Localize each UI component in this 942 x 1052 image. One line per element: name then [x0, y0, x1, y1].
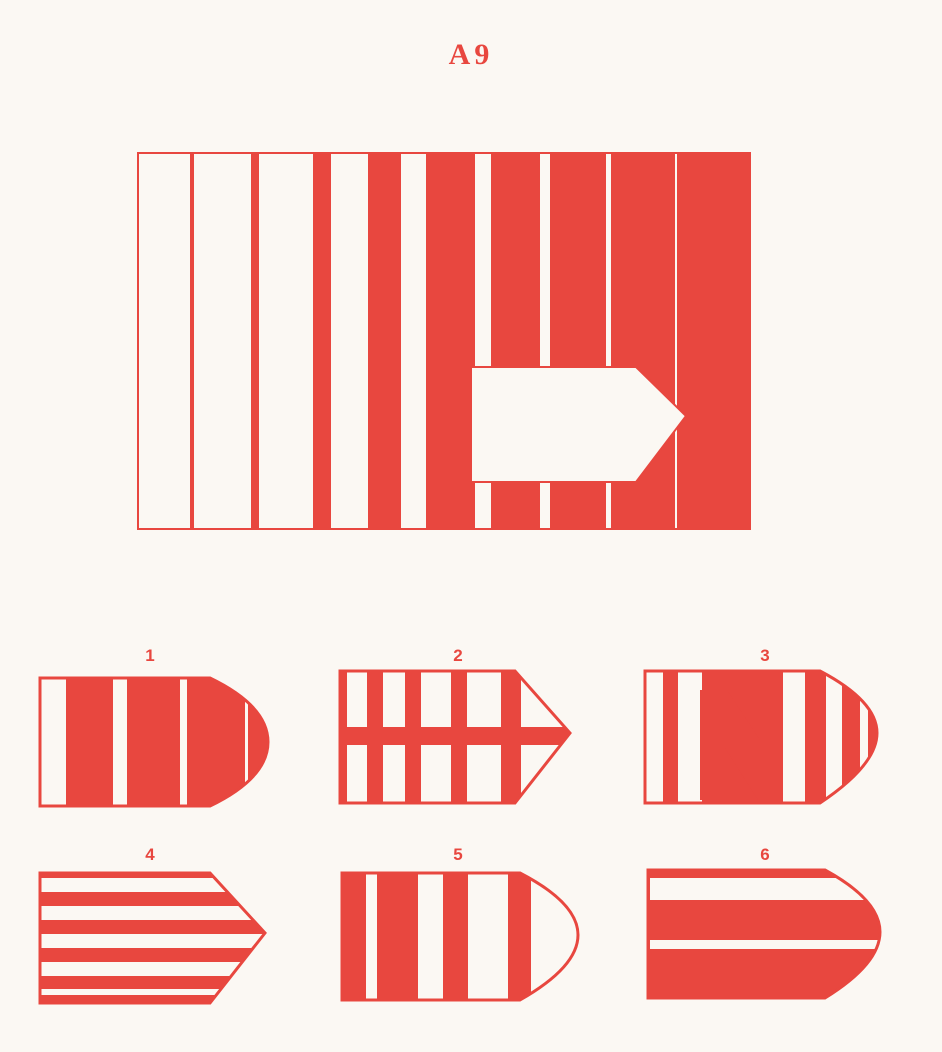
option-6-piece[interactable] — [638, 860, 890, 1005]
option-6-number: 6 — [760, 845, 770, 864]
option-4-piece[interactable] — [30, 863, 280, 1013]
option-2-number: 2 — [453, 646, 463, 665]
page-title: A9 — [448, 38, 494, 71]
option-4-number: 4 — [145, 845, 155, 864]
option-3-piece[interactable] — [635, 660, 885, 810]
option-5-piece[interactable] — [332, 863, 587, 1008]
option-5-number: 5 — [453, 845, 463, 864]
option-2-piece[interactable] — [330, 660, 580, 810]
option-1-number: 1 — [145, 646, 155, 665]
option-1-piece[interactable] — [30, 670, 280, 815]
main-pattern — [137, 152, 751, 530]
option-3-number: 3 — [760, 646, 770, 665]
